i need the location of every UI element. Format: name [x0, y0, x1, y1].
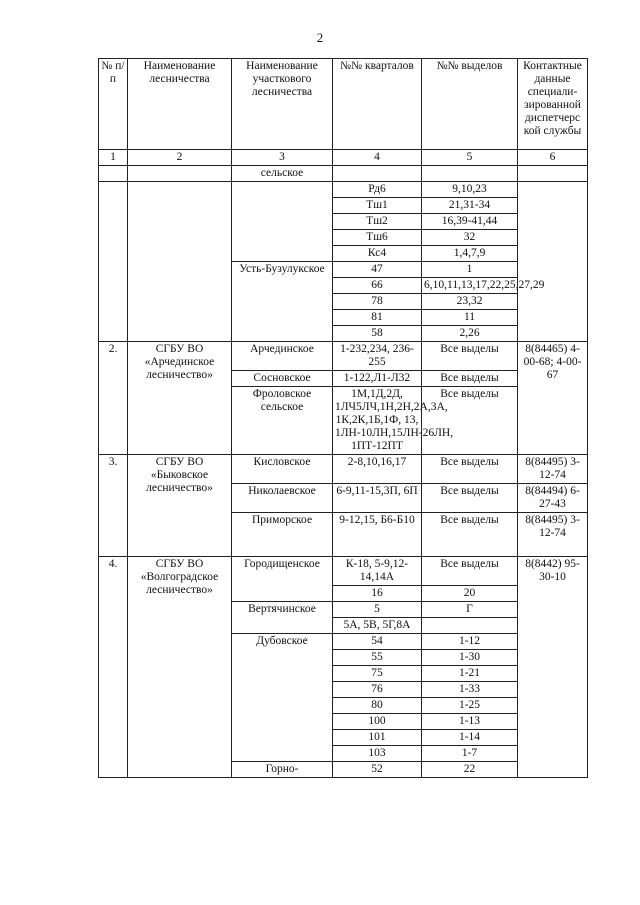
- allotment-cell: 2,26: [422, 326, 518, 342]
- quarter-cell: 100: [333, 714, 422, 730]
- quarter-cell: 16: [333, 586, 422, 602]
- quarter-cell: 76: [333, 682, 422, 698]
- allotment-cell: 1-25: [422, 698, 518, 714]
- contact-phone: 8(84495) 3-12-74: [518, 455, 588, 484]
- col-number: 1: [99, 150, 128, 166]
- allotment-cell: 32: [422, 230, 518, 246]
- allotment-cell: 1-21: [422, 666, 518, 682]
- header-row: [99, 59, 588, 150]
- allotment-cell: 1-14: [422, 730, 518, 746]
- header-num: № п/п: [99, 59, 128, 150]
- contact-phone: 8(84465) 4-00-68; 4-00-67: [518, 342, 588, 455]
- quarter-cell: Рд6: [333, 182, 422, 198]
- allotment-cell: 9,10,23: [422, 182, 518, 198]
- header-allotments: №№ выделов: [422, 59, 518, 150]
- column-number-row: [99, 150, 588, 166]
- quarter-cell: Тш1: [333, 198, 422, 214]
- allotment-cell: Г: [422, 602, 518, 618]
- quarter-cell: 1-232,234, 236-255: [333, 342, 422, 371]
- district-name-continued: сельское: [232, 166, 333, 182]
- quarter-cell: 66: [333, 278, 422, 294]
- allotment-cell: 1-30: [422, 650, 518, 666]
- allotment-cell: 1-7: [422, 746, 518, 762]
- page-number: 2: [316, 30, 324, 45]
- forestry-name: СГБУ ВО «Быковское лесничество»: [128, 455, 232, 557]
- allotment-cell: Все выделы: [422, 387, 518, 455]
- allotment-cell: 20: [422, 586, 518, 602]
- quarter-cell: 1-122,Л1-Л32: [333, 371, 422, 387]
- allotment-cell: 6,10,11,13,17,22,25,27,29: [422, 278, 518, 294]
- allotment-cell: 1-33: [422, 682, 518, 698]
- district-name: Горно-: [232, 762, 333, 778]
- allotment-cell: 11: [422, 310, 518, 326]
- header-district: Наименование участкового лесничества: [232, 59, 333, 150]
- col-number: 4: [333, 150, 422, 166]
- allotment-cell: 1-12: [422, 634, 518, 650]
- district-name: Арчединское: [232, 342, 333, 371]
- allotment-cell: 23,32: [422, 294, 518, 310]
- quarter-cell: 47: [333, 262, 422, 278]
- col-number: 2: [128, 150, 232, 166]
- contact-phone: 8(84495) 3-12-74: [518, 513, 588, 557]
- quarter-cell: 6-9,11-15,3П, 6П: [333, 484, 422, 513]
- quarter-cell: 80: [333, 698, 422, 714]
- quarter-cell: 58: [333, 326, 422, 342]
- quarter-cell: 75: [333, 666, 422, 682]
- allotment-cell: 21,31-34: [422, 198, 518, 214]
- quarter-cell: 52: [333, 762, 422, 778]
- header-contacts: Контактные данные специали-зированной диспетчерс кой службы: [518, 59, 588, 150]
- quarter-cell: Кс4: [333, 246, 422, 262]
- allotment-cell: 1-13: [422, 714, 518, 730]
- quarter-cell: 2-8,10,16,17: [333, 455, 422, 484]
- quarter-cell: 81: [333, 310, 422, 326]
- district-name: Усть-Бузулукское: [232, 262, 333, 342]
- district-name: Дубовское: [232, 634, 333, 762]
- allotment-cell: Все выделы: [422, 342, 518, 371]
- row-number: 4.: [99, 557, 128, 778]
- contact-phone: 8(84494) 6-27-43: [518, 484, 588, 513]
- allotment-cell: Все выделы: [422, 455, 518, 484]
- forestry-table: [98, 58, 588, 778]
- allotment-cell: 16,39-41,44: [422, 214, 518, 230]
- quarter-cell: 54: [333, 634, 422, 650]
- district-name: Фроловское сельское: [232, 387, 333, 455]
- district-name: Сосновское: [232, 371, 333, 387]
- quarter-cell: 5А, 5В, 5Г,8А: [333, 618, 422, 634]
- district-name: Приморское: [232, 513, 333, 557]
- col-number: 6: [518, 150, 588, 166]
- quarter-cell: Тш6: [333, 230, 422, 246]
- table-row: [99, 342, 588, 371]
- allotment-cell: [422, 618, 518, 634]
- district-name: Николаевское: [232, 484, 333, 513]
- allotment-cell: Все выделы: [422, 513, 518, 557]
- quarter-cell: 55: [333, 650, 422, 666]
- quarter-cell: 5: [333, 602, 422, 618]
- district-name: Вертячинское: [232, 602, 333, 634]
- quarter-cell: 101: [333, 730, 422, 746]
- allotment-cell: Все выделы: [422, 371, 518, 387]
- district-name: Кисловское: [232, 455, 333, 484]
- quarter-cell: 78: [333, 294, 422, 310]
- quarter-cell: 1М,1Д,2Д, 1ЛЧ5ЛЧ,1Н,2Н,2А,3А, 1К,2К,1Б,1Ф, 13, 1ЛН-10ЛН,15ЛН-26ЛН, 1ПТ-12ПТ: [333, 387, 422, 455]
- row-number: 3.: [99, 455, 128, 557]
- table-row: [99, 455, 588, 484]
- allotment-cell: 1,4,7,9: [422, 246, 518, 262]
- district-name: Городищенское: [232, 557, 333, 602]
- allotment-cell: Все выделы: [422, 484, 518, 513]
- col-number: 3: [232, 150, 333, 166]
- table-row: [99, 166, 588, 182]
- col-number: 5: [422, 150, 518, 166]
- table-row: [99, 557, 588, 586]
- quarter-cell: 103: [333, 746, 422, 762]
- forestry-name: СГБУ ВО «Волгоградское лесничество»: [128, 557, 232, 778]
- table-row: [99, 182, 588, 198]
- contact-phone: 8(8442) 95-30-10: [518, 557, 588, 778]
- header-forestry: Наименование лесничества: [128, 59, 232, 150]
- row-number: 2.: [99, 342, 128, 455]
- quarter-cell: 9-12,15, Б6-Б10: [333, 513, 422, 557]
- header-quarters: №№ кварталов: [333, 59, 422, 150]
- allotment-cell: 1: [422, 262, 518, 278]
- quarter-cell: К-18, 5-9,12-14,14А: [333, 557, 422, 586]
- quarter-cell: Тш2: [333, 214, 422, 230]
- forestry-name: СГБУ ВО «Арчединское лесничество»: [128, 342, 232, 455]
- allotment-cell: 22: [422, 762, 518, 778]
- allotment-cell: Все выделы: [422, 557, 518, 586]
